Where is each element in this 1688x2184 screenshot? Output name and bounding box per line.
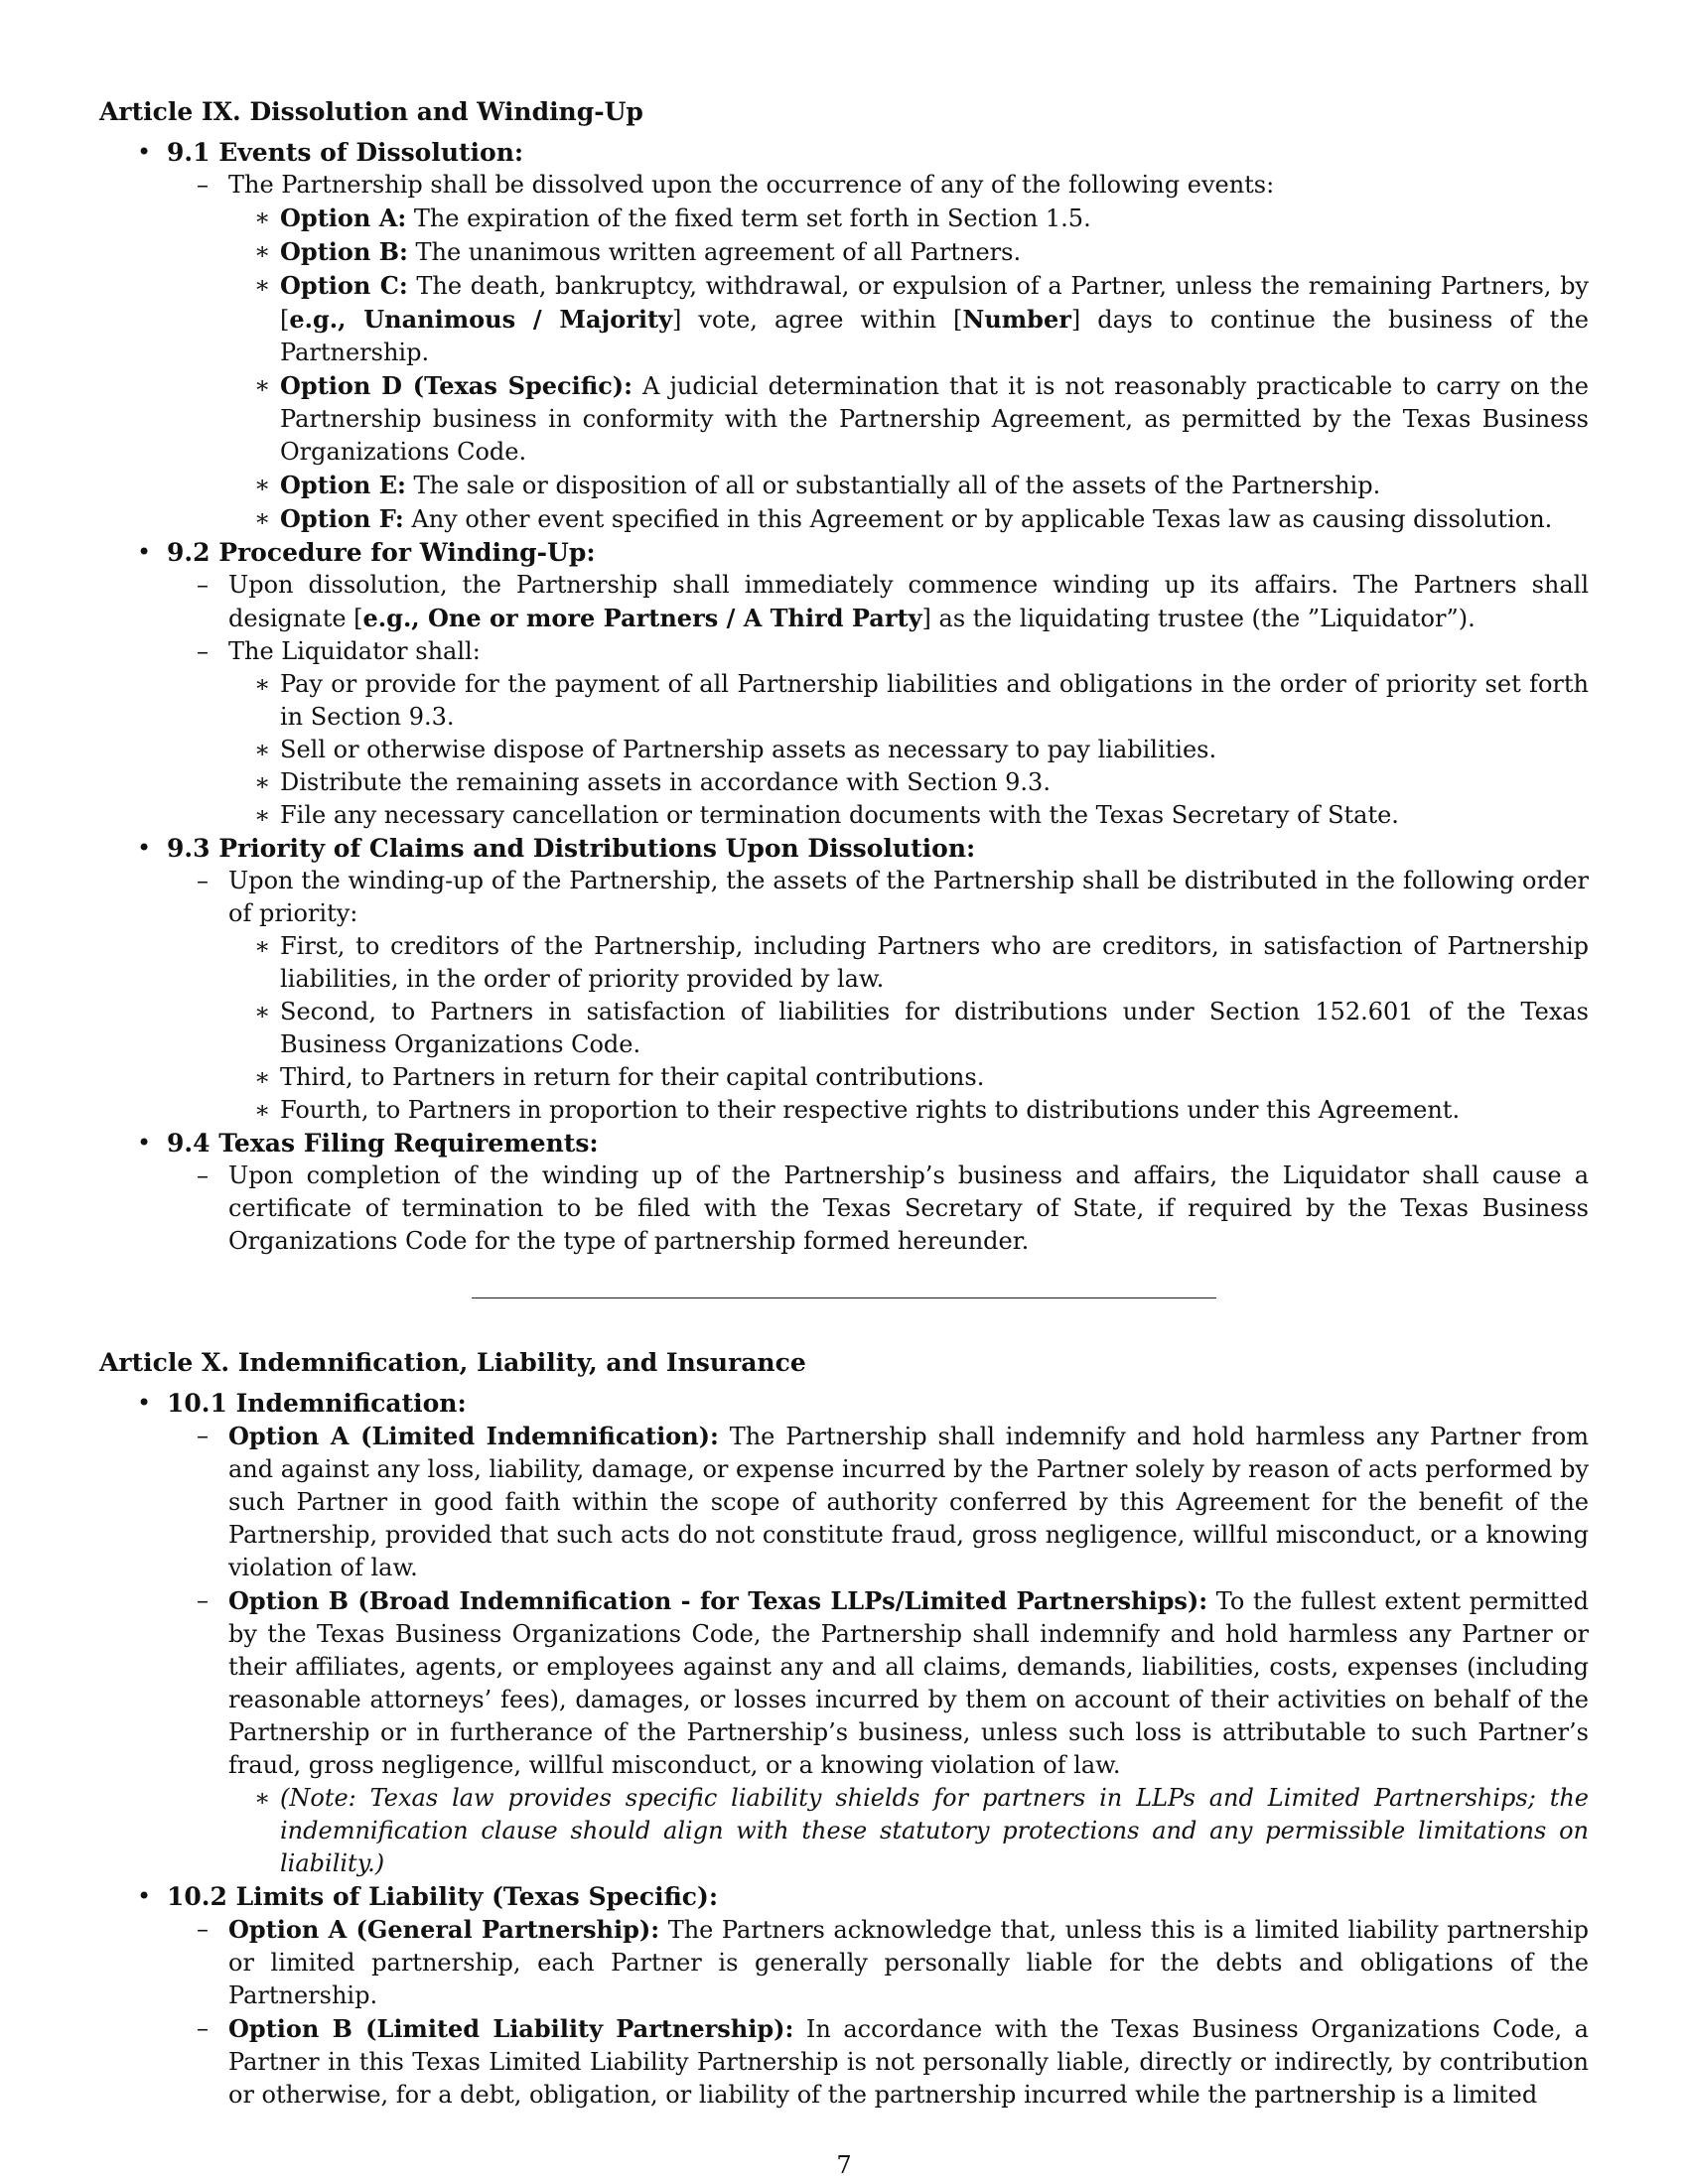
note-item: [228, 1782, 1589, 1880]
list-item: [228, 1094, 1589, 1127]
section-9-2: [99, 536, 1589, 832]
option-a: [228, 202, 1589, 235]
section-heading: 9.4 Texas Filing Requirements:: [167, 1129, 599, 1158]
asterisk-icon: ∗: [254, 471, 271, 498]
asterisk-icon: ∗: [254, 998, 271, 1025]
asterisk-icon: ∗: [254, 237, 271, 265]
bullet-icon: •: [137, 538, 152, 566]
section-heading: 10.2 Limits of Liability (Texas Specific):: [167, 1882, 719, 1911]
dash-icon: –: [197, 171, 209, 199]
option-a: [167, 1913, 1589, 2012]
option-label: Option A (General Partnership):: [228, 1915, 660, 1944]
placeholder-vote: e.g., Unanimous / Majority: [289, 305, 673, 334]
article-9-title: Article IX. Dissolution and Winding-Up: [99, 97, 643, 126]
section-9-1: [99, 136, 1589, 536]
section-10-2: [99, 1880, 1589, 2112]
option-text: A judicial determination that it is not reasonably practicable to carry on the Partnership business in conformity with the Partnership Agreement, as permitted by the Texas Business Organizations Code.: [280, 372, 1590, 466]
list-item: [228, 766, 1589, 799]
list-item: [167, 865, 1589, 1127]
section-heading: 9.1 Events of Dissolution:: [167, 138, 524, 167]
option-text: ] days to continue the business of the Partnership.: [280, 306, 1589, 366]
article-9-sections: [99, 136, 1589, 1258]
document-page: [99, 95, 1589, 2112]
asterisk-icon: ∗: [254, 801, 271, 829]
asterisk-icon: ∗: [254, 1784, 271, 1812]
section-heading: 9.2 Procedure for Winding-Up:: [167, 538, 596, 567]
dash-icon: –: [197, 1422, 209, 1449]
section-divider: [472, 1297, 1216, 1298]
asterisk-icon: ∗: [254, 204, 271, 231]
option-b: [167, 2012, 1589, 2112]
asterisk-icon: ∗: [254, 371, 271, 399]
option-text: Any other event specified in this Agreement or by applicable Texas law as causing dissolution.: [403, 505, 1553, 533]
bullet-icon: •: [137, 1389, 152, 1417]
list-item: [228, 996, 1589, 1061]
item-text: First, to creditors of the Partnership, including Partners who are creditors, in satisfaction of Partnership liabilities, in the order of priority provided by law.: [280, 932, 1589, 993]
asterisk-icon: ∗: [254, 768, 271, 796]
section-9-3: [99, 832, 1589, 1127]
bullet-icon: •: [137, 138, 152, 166]
item-text: Distribute the remaining assets in accordance with Section 9.3.: [280, 768, 1051, 796]
option-d: [228, 369, 1589, 469]
dash-icon: –: [197, 1161, 209, 1189]
item-text: Second, to Partners in satisfaction of liabilities for distributions under Section 152.601 of the Texas Business Organizations Code.: [280, 998, 1589, 1058]
paragraph-text: Upon dissolution, the Partnership shall immediately commence winding up its affairs. The Partners shall designate [: [228, 571, 1589, 632]
paragraph: The Partnership shall be dissolved upon the occurrence of any of the following events:: [228, 171, 1275, 199]
option-e: [228, 469, 1589, 502]
dash-icon: –: [197, 867, 209, 894]
section-heading: 10.1 Indemnification:: [167, 1389, 467, 1418]
list-item: [228, 668, 1589, 734]
option-text: The expiration of the fixed term set forth in Section 1.5.: [406, 205, 1091, 232]
paragraph: Upon completion of the winding up of the Partnership’s business and affairs, the Liquidator shall cause a certificate of termination to be filed with the Texas Secretary of State, if required by the Texas Business Organizations Code for the type of partnership formed hereunder.: [228, 1161, 1589, 1255]
option-label: Option F:: [280, 504, 404, 533]
paragraph-text: ] as the liquidating trustee (the ”Liquidator”).: [921, 605, 1476, 632]
bullet-icon: •: [137, 1129, 152, 1157]
option-text: To the fullest extent permitted by the Texas Business Organizations Code, the Partnership shall indemnify and hold harmless any Partner or their affiliates, agents, or employees against any and all claims, demands, liabilities, costs, expenses (including reasonable attorneys’ fees), damages, or losses incurred by them on account of their activities on behalf of the Partnership or in furtherance of the Partnership’s business, unless such loss is attributable to such Partner’s fraud, gross negligence, willful misconduct, or a knowing violation of law.: [228, 1587, 1590, 1779]
list-item: [228, 1061, 1589, 1094]
item-text: Fourth, to Partners in proportion to their respective rights to distributions under this Agreement.: [280, 1096, 1461, 1124]
dash-icon: –: [197, 2014, 209, 2042]
asterisk-icon: ∗: [254, 670, 271, 698]
placeholder-number: Number: [962, 305, 1071, 334]
option-label: Option B (Limited Liability Partnership):: [228, 2014, 794, 2043]
option-label: Option B:: [280, 237, 408, 266]
option-text: ] vote, agree within [: [672, 306, 963, 334]
option-text: The Partnership shall indemnify and hold harmless any Partner from and against any loss, liability, damage, or expense incurred by the Partner solely by reason of acts performed by such Partner in good faith within the scope of authority conferred by this Agreement for the benefit of the Partnership, provided that such acts do not constitute fraud, gross negligence, willful misconduct, or a knowing violation of law.: [228, 1423, 1589, 1581]
item-text: Third, to Partners in return for their capital contributions.: [280, 1063, 985, 1091]
option-text: The Partners acknowledge that, unless this is a limited liability partnership or limited partnership, each Partner is generally personally liable for the debts and obligations of the Partnership.: [228, 1916, 1589, 2009]
item-text: Sell or otherwise dispose of Partnership assets as necessary to pay liabilities.: [280, 736, 1217, 763]
option-a: [167, 1420, 1589, 1584]
list-item: [228, 734, 1589, 766]
list-item: [167, 1160, 1589, 1258]
list-item: [167, 635, 1589, 832]
option-text: The sale or disposition of all or substantially all of the assets of the Partnership.: [405, 472, 1381, 499]
option-label: Option A (Limited Indemnification):: [228, 1422, 719, 1450]
option-label: Option C:: [280, 271, 408, 300]
page-number: 7: [836, 2151, 852, 2179]
section-heading: 9.3 Priority of Claims and Distributions Upon Dissolution:: [167, 834, 976, 863]
asterisk-icon: ∗: [254, 271, 271, 299]
article-10-sections: [99, 1387, 1589, 2112]
option-label: Option B (Broad Indemnification - for Texas LLPs/Limited Partnerships):: [228, 1586, 1208, 1615]
asterisk-icon: ∗: [254, 1063, 271, 1091]
list-item: [167, 569, 1589, 635]
asterisk-icon: ∗: [254, 736, 271, 763]
note-text: (Note: Texas law provides specific liability shields for partners in LLPs and Limited Partnerships; the indemnification clause should align with these statutory protections and any permissible limitations on liability.): [280, 1784, 1589, 1877]
bullet-icon: •: [137, 834, 152, 862]
option-b: [167, 1584, 1589, 1880]
asterisk-icon: ∗: [254, 1096, 271, 1124]
list-item: [228, 799, 1589, 832]
dash-icon: –: [197, 637, 209, 665]
item-text: File any necessary cancellation or termination documents with the Texas Secretary of State.: [280, 801, 1399, 829]
section-10-1: [99, 1387, 1589, 1880]
list-item: [167, 169, 1589, 536]
option-label: Option D (Texas Specific):: [280, 371, 633, 400]
option-text: The death, bankruptcy, withdrawal, or expulsion of a Partner, unless the remaining Partners, by [: [280, 272, 1589, 334]
dash-icon: –: [197, 571, 209, 599]
option-b: [228, 235, 1589, 269]
option-text: The unanimous written agreement of all Partners.: [407, 238, 1022, 266]
item-text: Pay or provide for the payment of all Partnership liabilities and obligations in the order of priority set forth in Section 9.3.: [280, 670, 1589, 731]
section-9-4: [99, 1127, 1589, 1258]
bullet-icon: •: [137, 1882, 152, 1910]
asterisk-icon: ∗: [254, 932, 271, 960]
paragraph: Upon the winding-up of the Partnership, the assets of the Partnership shall be distributed in the following order of priority:: [228, 867, 1589, 927]
option-text: In accordance with the Texas Business Organizations Code, a Partner in this Texas Limited Liability Partnership is not personally liable, directly or indirectly, by contribution or otherwise, for a debt, obligation, or liability of the partnership incurred while the partnership is a limited: [228, 2015, 1589, 2109]
paragraph: The Liquidator shall:: [228, 637, 481, 665]
list-item: [228, 930, 1589, 996]
option-label: Option A:: [280, 204, 407, 232]
dash-icon: –: [197, 1586, 209, 1614]
dash-icon: –: [197, 1915, 209, 1943]
asterisk-icon: ∗: [254, 504, 271, 532]
placeholder-liquidator: e.g., One or more Partners / A Third Party: [362, 604, 922, 632]
article-10-title: Article X. Indemnification, Liability, and Insurance: [99, 1348, 806, 1377]
option-f: [228, 502, 1589, 536]
option-label: Option E:: [280, 471, 406, 499]
option-c: [228, 269, 1589, 369]
